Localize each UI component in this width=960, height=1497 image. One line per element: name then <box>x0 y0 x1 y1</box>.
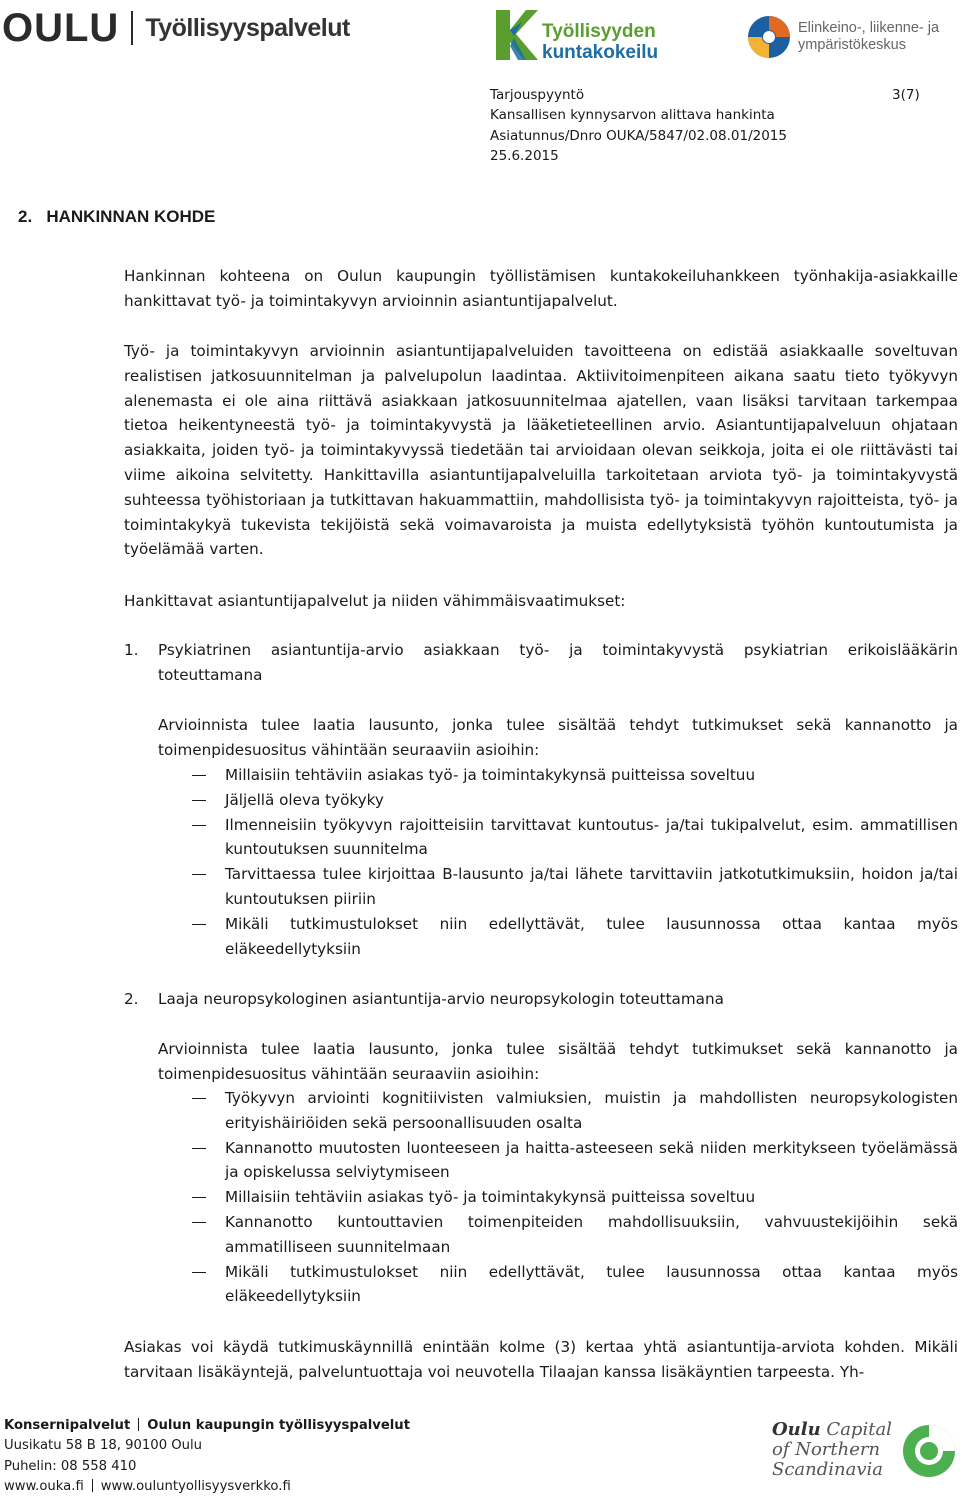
ely-logo <box>746 14 956 60</box>
item-intro-2: Arvioinnista tulee laatia lausunto, jonka tulee sisältää tehdyt tutkimukset sekä kannanotto ja toimenpidesuositus vähintään seuraaviin asioihin: <box>158 1040 958 1083</box>
oulu-logo <box>2 6 350 50</box>
item-number-2: 2. <box>124 990 139 1008</box>
list-item-text: Mikäli tutkimustulokset niin edellyttävät, tulee lausunnossa ottaa kantaa myös eläkeedellytyksiin <box>225 914 958 958</box>
list-item-text: Mikäli tutkimustulokset niin edellyttävät, tulee lausunnossa ottaa kantaa myös eläkeedellytyksiin <box>225 1262 958 1306</box>
list-item <box>158 1086 958 1136</box>
oulu-capital-icon <box>900 1422 958 1480</box>
list-item-text: Kannanotto muutosten luonteeseen ja haitta-asteeseen sekä niiden merkitykseen työelämässä ja opiskelussa selviytymiseen <box>225 1138 958 1182</box>
document-date: 25.6.2015 <box>490 147 559 164</box>
footer-link-ouka[interactable]: www.ouka.fi <box>4 1478 84 1494</box>
dash-bullet <box>192 1148 206 1149</box>
document-subject: Kansallisen kynnysarvon alittava hankinta <box>490 107 775 124</box>
dash-bullet <box>192 825 206 826</box>
list-item <box>158 1260 958 1310</box>
capital-line2: of Northern <box>772 1439 881 1460</box>
dash-bullet <box>192 874 206 875</box>
footer-web <box>4 1477 410 1497</box>
item-title-1: Psykiatrinen asiantuntija-arvio asiakkaan työ- ja toimintakyvystä psykiatrian erikoislääkärin toteuttamana <box>158 641 958 684</box>
section-heading: 2. HANKINNAN KOHDE <box>18 207 216 226</box>
capital-line1: Oulu <box>772 1419 821 1440</box>
oulu-capital-wordmark <box>772 1420 892 1480</box>
list-item <box>158 862 958 912</box>
list-item-text: Millaisiin tehtäviin asiakas työ- ja toimintakykynsä puitteissa soveltuu <box>225 766 756 784</box>
logo-divider <box>131 11 133 45</box>
document-reference: Asiatunnus/Dnro OUKA/5847/02.08.01/2015 <box>490 127 787 144</box>
capital-line3: Scandinavia <box>772 1459 883 1480</box>
list-item-text: Työkyvyn arviointi kognitiivisten valmiuksien, muistin ja mahdollisten neuropsykologisten erityishäiriöiden sekä persoonallisuuden osalta <box>225 1089 958 1132</box>
kuntakokeilu-logo-line2: kuntakokeilu <box>542 42 659 63</box>
footer-address: Uusikatu 58 B 18, 90100 Oulu <box>4 1438 203 1454</box>
list-item-text: Ilmenneisiin työkyvyn rajoitteisiin tarvittavat kuntoutus- ja/tai tukipalvelut, esim. ammatillisen kuntoutuksen suunnitelma <box>225 815 958 859</box>
document-meta <box>490 85 787 166</box>
list-item <box>158 1136 958 1186</box>
paragraph-services-lead: Hankittavat asiantuntijapalvelut ja niiden vähimmäisvaatimukset: <box>124 592 626 610</box>
dash-bullet <box>192 1098 206 1099</box>
list-item <box>158 912 958 962</box>
list-item <box>158 763 958 788</box>
list-item-text: Kannanotto kuntouttavien toimenpiteiden mahdollisuuksiin, vahvuustekijöihin sekä ammatilliseen suunnitelmaan <box>225 1212 958 1256</box>
list-item <box>158 1185 958 1210</box>
list-item-text: Jäljellä oleva työkyky <box>225 790 384 809</box>
footer-contact <box>4 1416 410 1497</box>
footer-separator <box>138 1418 139 1431</box>
footer-org <box>4 1416 410 1436</box>
footer-org-2: Oulun kaupungin työllisyyspalvelut <box>147 1418 410 1433</box>
dash-bullet <box>192 1272 206 1273</box>
list-item-text: Tarvittaessa tulee kirjoittaa B-lausunto ja/tai lähete tarvittaviin jatkotutkimuksiin, hoidon ja/tai kuntoutuksen piiriin <box>225 865 958 908</box>
footer-link-verkko[interactable]: www.ouluntyollisyysverkko.fi <box>100 1478 291 1494</box>
oulu-logo-wordmark: OULU <box>2 6 120 50</box>
footer-separator <box>92 1479 93 1492</box>
ely-logo-line2: ympäristökeskus <box>798 37 906 53</box>
dash-bullet <box>192 1222 206 1223</box>
dash-bullet <box>192 924 206 925</box>
footer-phone: Puhelin: 08 558 410 <box>4 1458 137 1474</box>
kuntakokeilu-logo <box>492 8 659 63</box>
kuntakokeilu-logo-line1: Työllisyyden <box>542 21 656 42</box>
list-item <box>158 788 958 813</box>
list-item <box>158 813 958 863</box>
document-type: Tarjouspyyntö <box>490 87 585 103</box>
page-number: 3(7) <box>892 87 920 103</box>
list-item <box>158 1210 958 1260</box>
paragraph-intro: Hankinnan kohteena on Oulun kaupungin työllistämisen kuntakokeiluhankkeen työnhakija-asiakkaille hankittavat työ- ja toimintakyvyn arvioinnin asiantuntijapalvelut. <box>124 267 958 310</box>
capital-line1b: Capital <box>820 1419 892 1440</box>
list-item-text: Millaisiin tehtäviin asiakas työ- ja toimintakykynsä puitteissa soveltuu <box>225 1188 756 1207</box>
paragraph-visits: Asiakas voi käydä tutkimuskäynnillä enintään kolme (3) kertaa yhtä asiantuntija-arviota kohden. Mikäli tarvitaan lisäkäyntejä, palveluntuottaja voi neuvotella Tilaajan kanssa lisäkäyntien tarpeesta. Yh- <box>124 1338 958 1381</box>
dash-bullet <box>192 1197 206 1198</box>
ely-logo-text <box>798 20 939 54</box>
ely-logo-icon <box>746 14 792 60</box>
item-title-2: Laaja neuropsykologinen asiantuntija-arvio neuropsykologin toteuttamana <box>158 990 724 1008</box>
kuntakokeilu-logo-icon <box>492 8 540 62</box>
item-number-1: 1. <box>124 641 139 659</box>
dash-bullet <box>192 800 206 801</box>
footer-org-1: Konsernipalvelut <box>4 1418 131 1433</box>
dash-bullet <box>192 775 206 776</box>
oulu-logo-subtitle: Työllisyyspalvelut <box>145 13 350 42</box>
item-intro-1: Arvioinnista tulee laatia lausunto, jonka tulee sisältää tehdyt tutkimukset sekä kannanotto ja toimenpidesuositus vähintään seuraaviin asioihin: <box>158 716 958 759</box>
ely-logo-line1: Elinkeino-, liikenne- ja <box>798 20 940 36</box>
oulu-capital-logo <box>770 1420 960 1490</box>
item-list-1 <box>158 763 958 961</box>
paragraph-goal: Työ- ja toimintakyvyn arvioinnin asiantuntijapalveluiden tavoitteena on edistää asiakkaalle soveltuvan realistisen jatkosuunnitelman ja palvelupolun laadintaa. Aktiivitoimenpiteen aikana saatu tieto työkyvyn alenemasta ei ole aina riittävä asiakkaan jatkosuunnitelmaa ajatellen, vaan lisäksi tarvitaan tarkempaa tietoa heikentyneestä työ- ja toimintakyvystä ja lääketieteellinen arvio. Asiantuntijapalveluun ohjataan asiakkaita, joiden työ- ja toimintakyvyssä tiedetään tai arvioidaan olevan seikkoja, joita ei ole riittävästi tai viime aikoina selvitetty. Hankittavilla asiantuntijapalveluilla tarkoitetaan arviota työ- ja toimintakyvystä suhteessa työhistoriaan ja tutkittavan hakuammattiin, mahdollisista työ- ja toimintakyvyn rajoitteista, työ- ja toimintakykyä tukevista tekijöistä sekä voimavaroista ja muista edellytyksistä työhön kuntoutumista ja työelämää varten. <box>124 342 958 559</box>
item-list-2 <box>158 1086 958 1309</box>
